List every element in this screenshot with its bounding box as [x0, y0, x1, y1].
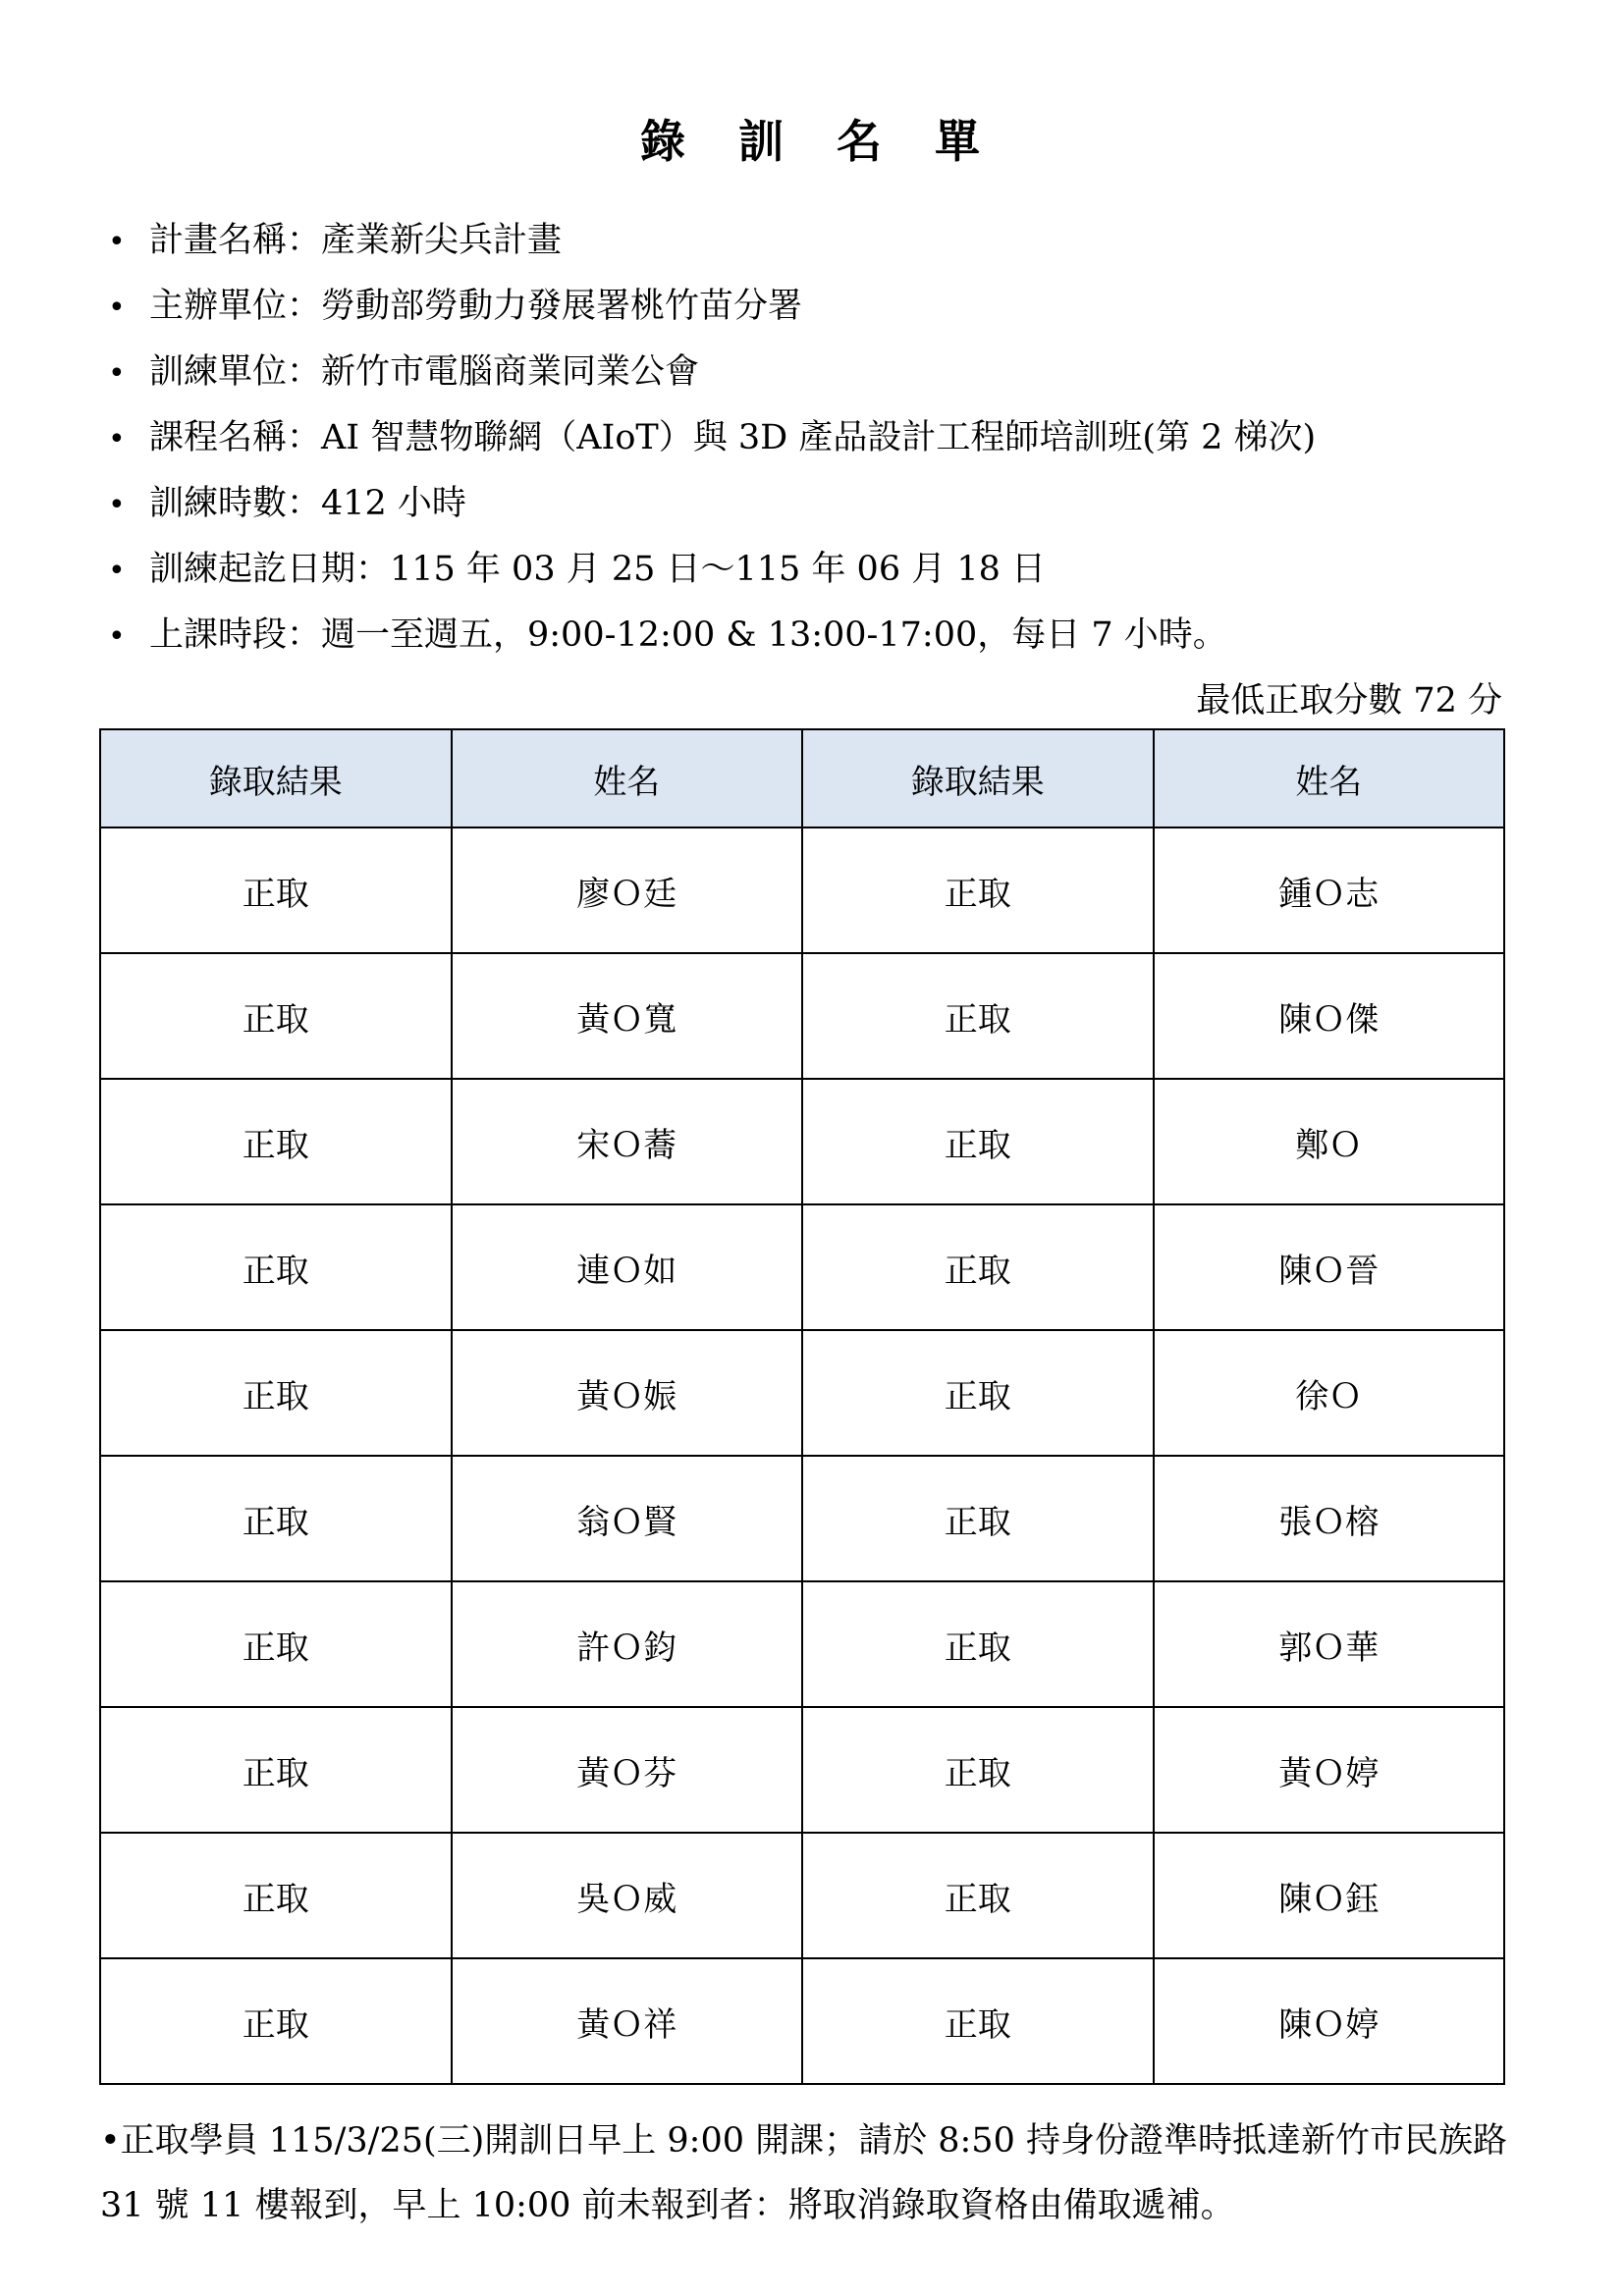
info-text: 訓練時數：412 小時: [149, 484, 466, 523]
result-cell: 正取: [100, 953, 452, 1079]
table-row: [100, 1330, 1504, 1456]
table-row: [100, 1204, 1504, 1330]
name-cell: 吳Ｏ威: [452, 1833, 803, 1958]
info-text: 課程名稱：AI 智慧物聯網（AIoT）與 3D 產品設計工程師培訓班(第 2 梯次): [149, 418, 1317, 457]
name-cell: 徐Ｏ: [1154, 1330, 1505, 1456]
name-cell: 黃Ｏ芬: [452, 1707, 803, 1833]
header-result-left: 錄取結果: [100, 729, 452, 828]
result-cell: 正取: [100, 1330, 452, 1456]
bullet-icon: •: [108, 422, 126, 456]
minimum-score-note: 最低正取分數 72 分: [1196, 681, 1502, 721]
info-item-plan-name: [108, 208, 1316, 274]
admission-table: [99, 728, 1505, 2085]
header-result-right: 錄取結果: [802, 729, 1154, 828]
bullet-icon: •: [108, 619, 126, 654]
info-text: 訓練起訖日期：115 年 03 月 25 日～115 年 06 月 18 日: [149, 550, 1047, 589]
result-cell: 正取: [100, 1204, 452, 1330]
name-cell: 黃Ｏ寬: [452, 953, 803, 1079]
header-name-left: 姓名: [452, 729, 803, 828]
bullet-icon: •: [108, 554, 126, 588]
name-cell: 許Ｏ鈞: [452, 1581, 803, 1707]
name-cell: 陳Ｏ晉: [1154, 1204, 1505, 1330]
name-cell: 廖Ｏ廷: [452, 828, 803, 953]
table-row: [100, 953, 1504, 1079]
name-cell: 陳Ｏ傑: [1154, 953, 1505, 1079]
name-cell: 陳Ｏ婷: [1154, 1958, 1505, 2084]
result-cell: 正取: [802, 953, 1154, 1079]
info-text: 計畫名稱：產業新尖兵計畫: [149, 221, 563, 260]
result-cell: 正取: [100, 1079, 452, 1204]
result-cell: 正取: [802, 1456, 1154, 1581]
header-name-right: 姓名: [1154, 729, 1505, 828]
table-row: [100, 1581, 1504, 1707]
name-cell: 翁Ｏ賢: [452, 1456, 803, 1581]
bullet-icon: •: [108, 291, 126, 325]
info-text: 上課時段：週一至週五，9:00-12:00 & 13:00-17:00，每日 7 小時。: [149, 615, 1227, 655]
result-cell: 正取: [100, 1456, 452, 1581]
bullet-icon: •: [108, 488, 126, 522]
result-cell: 正取: [802, 1581, 1154, 1707]
name-cell: 黃Ｏ祥: [452, 1958, 803, 2084]
result-cell: 正取: [100, 1958, 452, 2084]
result-cell: 正取: [100, 1707, 452, 1833]
name-cell: 黃Ｏ婷: [1154, 1707, 1505, 1833]
table-row: [100, 1707, 1504, 1833]
bullet-icon: •: [108, 225, 126, 259]
table-row: [100, 1833, 1504, 1958]
name-cell: 鍾Ｏ志: [1154, 828, 1505, 953]
info-item-organizer: [108, 274, 1316, 340]
course-info-list: [108, 208, 1316, 668]
result-cell: 正取: [802, 1204, 1154, 1330]
result-cell: 正取: [802, 1958, 1154, 2084]
name-cell: 連Ｏ如: [452, 1204, 803, 1330]
table-row: [100, 1079, 1504, 1204]
info-item-class-schedule: [108, 603, 1316, 668]
name-cell: 宋Ｏ蕎: [452, 1079, 803, 1204]
table-row: [100, 1958, 1504, 2084]
info-text: 訓練單位：新竹市電腦商業同業公會: [149, 352, 700, 392]
table-row: [100, 1456, 1504, 1581]
result-cell: 正取: [100, 828, 452, 953]
registration-notice: •正取學員 115/3/25(三)開訓日早上 9:00 開課；請於 8:50 持身份證準時抵達新竹市民族路 31 號 11 樓報到，早上 10:00 前未報到者：將取消錄取資格由備取遞補。: [100, 2121, 1507, 2225]
page-title: 錄 訓 名 單: [640, 115, 984, 168]
table-header-row: [100, 729, 1504, 828]
result-cell: 正取: [100, 1581, 452, 1707]
info-text: 主辦單位：勞動部勞動力發展署桃竹苗分署: [149, 287, 803, 326]
name-cell: 郭Ｏ華: [1154, 1581, 1505, 1707]
bullet-icon: •: [108, 356, 126, 391]
info-item-training-unit: [108, 340, 1316, 405]
info-item-course-name: [108, 405, 1316, 471]
table-row: [100, 828, 1504, 953]
result-cell: 正取: [802, 1707, 1154, 1833]
info-item-training-hours: [108, 471, 1316, 537]
name-cell: 鄭Ｏ: [1154, 1079, 1505, 1204]
result-cell: 正取: [802, 1079, 1154, 1204]
name-cell: 陳Ｏ鈺: [1154, 1833, 1505, 1958]
name-cell: 張Ｏ榕: [1154, 1456, 1505, 1581]
name-cell: 黃Ｏ娠: [452, 1330, 803, 1456]
result-cell: 正取: [802, 1833, 1154, 1958]
result-cell: 正取: [802, 828, 1154, 953]
result-cell: 正取: [100, 1833, 452, 1958]
info-item-training-dates: [108, 537, 1316, 603]
result-cell: 正取: [802, 1330, 1154, 1456]
